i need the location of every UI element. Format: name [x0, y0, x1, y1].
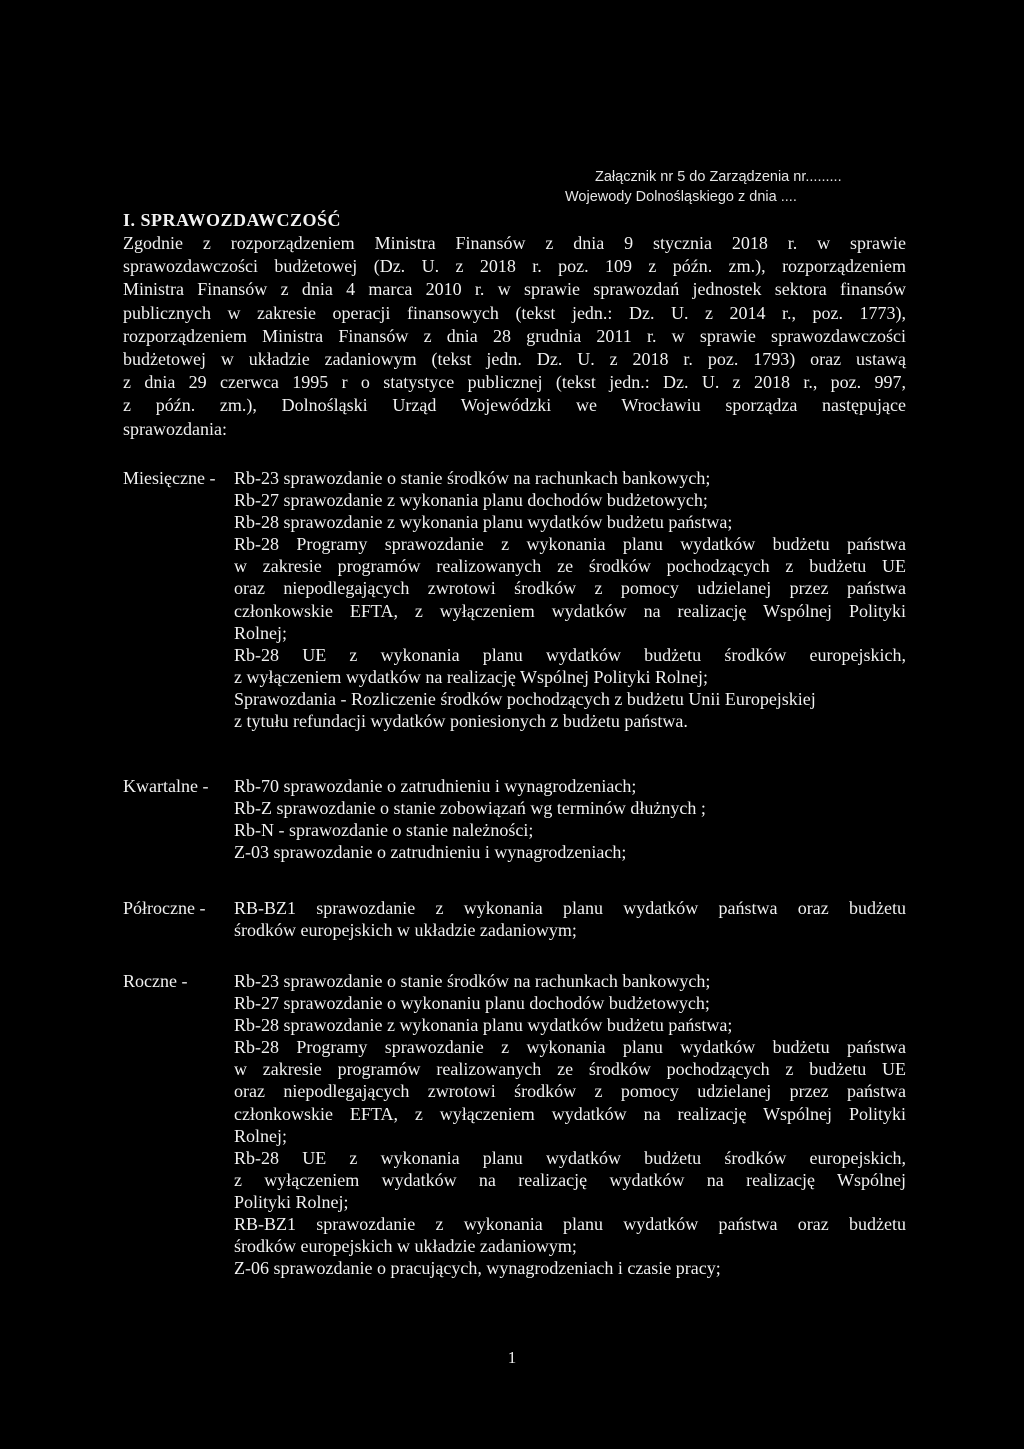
- intro-line: sprawozdania:: [123, 418, 227, 439]
- intro-line: z dnia 29 czerwca 1995 r o statystyce publicznej (tekst jedn.: Dz. U. z 2018 r., poz. 997,: [123, 372, 906, 393]
- attachment-header-line2: Wojewody Dolnośląskiego z dnia ....: [565, 189, 797, 205]
- report-line: Z-06 sprawozdanie o pracujących, wynagrodzeniach i czasie pracy;: [234, 1258, 721, 1279]
- report-line: oraz niepodlegających zwrotowi środków z pomocy udzielanej przez państwa: [234, 578, 906, 599]
- report-line: Rb-N - sprawozdanie o stanie należności;: [234, 820, 534, 841]
- report-line: Rb-70 sprawozdanie o zatrudnieniu i wynagrodzeniach;: [234, 776, 637, 796]
- intro-line: publicznych w zakresie operacji finansowych (tekst jedn.: Dz. U. z 2014 r., poz. 1773),: [123, 302, 906, 323]
- report-line: Rb-28 UE z wykonania planu wydatków budżetu środków europejskich,: [234, 1147, 906, 1168]
- report-line: Rb-27 sprawozdanie o wykonaniu planu dochodów budżetowych;: [234, 993, 710, 1014]
- intro-line: sprawozdawczości budżetowej (Dz. U. z 2018 r. poz. 109 z późn. zm.), rozporządzeniem: [123, 256, 906, 277]
- report-line: Rb-28 Programy sprawozdanie z wykonania planu wydatków budżetu państwa: [234, 1037, 906, 1058]
- report-line: w zakresie programów realizowanych ze środków pochodzących z budżetu UE: [234, 556, 906, 577]
- report-line: środków europejskich w układzie zadaniowym;: [234, 920, 577, 941]
- report-line: oraz niepodlegających zwrotowi środków z pomocy udzielanej przez państwa: [234, 1081, 906, 1102]
- report-line: członkowskie EFTA, z wyłączeniem wydatków na realizację Wspólnej Polityki: [234, 1103, 906, 1124]
- report-line: RB-BZ1 sprawozdanie z wykonania planu wydatków państwa oraz budżetu: [234, 1214, 906, 1235]
- intro-paragraph: [123, 232, 906, 441]
- report-line: członkowskie EFTA, z wyłączeniem wydatków na realizację Wspólnej Polityki: [234, 600, 906, 621]
- report-line: Rb-28 sprawozdanie z wykonania planu wydatków budżetu państwa;: [234, 1015, 733, 1036]
- intro-line: Zgodnie z rozporządzeniem Ministra Finansów z dnia 9 stycznia 2018 r. w sprawie: [123, 233, 906, 253]
- intro-line: rozporządzeniem Ministra Finansów z dnia 28 grudnia 2011 r. w sprawie sprawozdawczości: [123, 325, 906, 346]
- report-line: Rb-28 sprawozdanie z wykonania planu wydatków budżetu państwa;: [234, 512, 733, 533]
- report-line: Rolnej;: [234, 1125, 287, 1146]
- quarterly-label: Kwartalne -: [123, 776, 209, 796]
- report-line: Rb-27 sprawozdanie z wykonania planu dochodów budżetowych;: [234, 490, 708, 511]
- report-line: z tytułu refundacji wydatków poniesionych z budżetu państwa.: [234, 711, 688, 732]
- quarterly-report-list: [234, 775, 906, 863]
- annual-label: Roczne -: [123, 971, 188, 991]
- report-line: z wyłączeniem wydatków na realizację wydatków na realizację Wspólnej: [234, 1169, 906, 1190]
- report-line: środków europejskich w układzie zadaniowym;: [234, 1236, 577, 1257]
- annual-report-list: [234, 970, 906, 1279]
- report-line: Rb-23 sprawozdanie o stanie środków na rachunkach bankowych;: [234, 971, 711, 991]
- report-line: Z-03 sprawozdanie o zatrudnieniu i wynagrodzeniach;: [234, 842, 627, 863]
- report-line: RB-BZ1 sprawozdanie z wykonania planu wydatków państwa oraz budżetu: [234, 898, 906, 918]
- report-line: Rb-23 sprawozdanie o stanie środków na rachunkach bankowych;: [234, 468, 711, 488]
- monthly-report-list: [234, 467, 906, 732]
- intro-line: Ministra Finansów z dnia 4 marca 2010 r. w sprawie sprawozdań jednostek sektora finansów: [123, 279, 906, 300]
- report-line: Rb-28 Programy sprawozdanie z wykonania planu wydatków budżetu państwa: [234, 534, 906, 555]
- intro-line: z późn. zm.), Dolnośląski Urząd Wojewódzki we Wrocławiu sporządza następujące: [123, 395, 906, 416]
- attachment-header-line1: Załącznik nr 5 do Zarządzenia nr.........: [595, 169, 842, 185]
- report-line: Rolnej;: [234, 622, 287, 643]
- report-line: Rb-Z sprawozdanie o stanie zobowiązań wg terminów dłużnych ;: [234, 798, 706, 819]
- report-line: Polityki Rolnej;: [234, 1191, 349, 1212]
- semiannual-report-list: [234, 897, 906, 941]
- semiannual-label: Półroczne -: [123, 898, 206, 918]
- report-line: z wyłączeniem wydatków na realizację Wspólnej Polityki Rolnej;: [234, 666, 709, 687]
- page-number: 1: [507, 1348, 517, 1367]
- report-line: Sprawozdania - Rozliczenie środków pochodzących z budżetu Unii Europejskiej: [234, 688, 816, 709]
- section-title: I. SPRAWOZDAWCZOŚĆ: [123, 210, 342, 230]
- report-line: w zakresie programów realizowanych ze środków pochodzących z budżetu UE: [234, 1059, 906, 1080]
- report-line: Rb-28 UE z wykonania planu wydatków budżetu środków europejskich,: [234, 644, 906, 665]
- page-number-row: [0, 1348, 1024, 1368]
- intro-line: budżetowej w układzie zadaniowym (tekst jedn. Dz. U. z 2018 r. poz. 1793) oraz ustawą: [123, 349, 906, 370]
- monthly-label: Miesięczne -: [123, 468, 216, 488]
